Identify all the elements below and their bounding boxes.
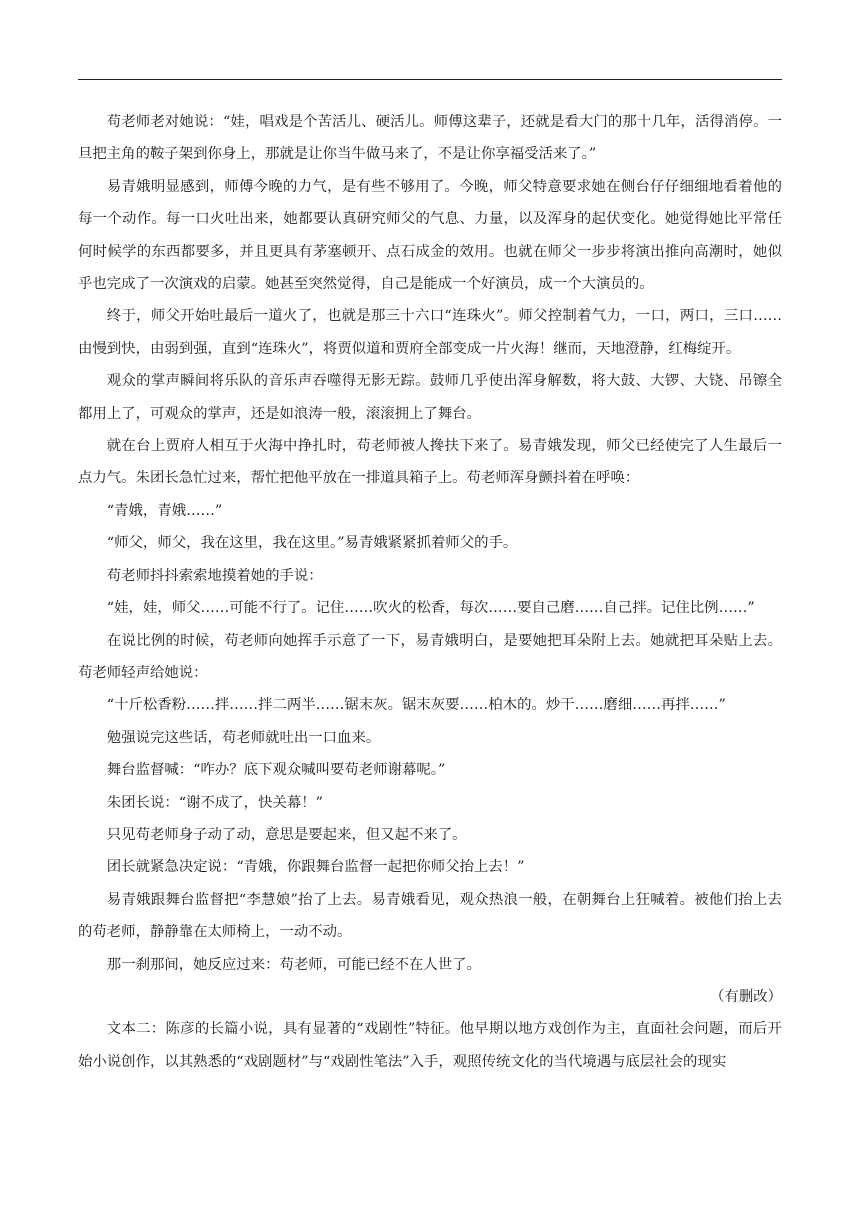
edit-note: （有删改） <box>710 988 782 1005</box>
paragraph: 终于，师父开始吐最后一道火了，也就是那三十六口“连珠火”。师父控制着气力，一口，两口，三口……由慢到快，由弱到强，直到“连珠火”，将贾似道和贾府全部变成一片火海！继而，天地澄静，红梅绽开。 <box>78 308 782 357</box>
paragraph: 就在台上贾府人相互于火海中挣扎时，苟老师被人搀扶下来了。易青娥发现，师父已经使完了人生最后一点力气。朱团长急忙过来，帮忙把他平放在一排道具箱子上。苟老师浑身颤抖着在呼唤： <box>78 438 782 487</box>
paragraph: 易青娥跟舞台监督把“李慧娘”抬了上去。易青娥看见，观众热浪一般，在朝舞台上狂喊着。被他们抬上去的苟老师，静静靠在太师椅上，一动不动。 <box>78 891 782 941</box>
header-rule <box>78 79 782 80</box>
paragraph: 朱团长说：“谢不成了，快关幕！” <box>106 794 323 811</box>
paragraph: 勉强说完这些话，苟老师就吐出一口血来。 <box>106 729 381 746</box>
paragraph: 团长就紧急决定说：“青娥，你跟舞台监督一起把你师父抬上去！” <box>106 859 525 876</box>
paragraph: 观众的掌声瞬间将乐队的音乐声吞噬得无影无踪。鼓师几乎使出浑身解数，将大鼓、大锣、大铙、吊镲全都用上了，可观众的掌声，还是如浪涛一般，滚滚拥上了舞台。 <box>78 373 782 422</box>
paragraph: “师父，师父，我在这里，我在这里。”易青娥紧紧抓着师父的手。 <box>106 535 518 552</box>
paragraph: 苟老师抖抖索索地摸着她的手说： <box>106 567 323 584</box>
paragraph: 在说比例的时候，苟老师向她挥手示意了一下，易青娥明白，是要她把耳朵附上去。她就把耳朵贴上去。苟老师轻声给她说： <box>78 632 782 681</box>
paragraph: 苟老师老对她说：“娃，唱戏是个苦活儿、硬活儿。师傅这辈子，还就是看大门的那十几年，活得消停。一旦把主角的鞍子架到你身上，那就是让你当牛做马来了，不是让你享福受活来了。” <box>78 114 782 163</box>
paragraph: 易青娥明显感到，师傅今晚的力气，是有些不够用了。今晚，师父特意要求她在侧台仔仔细细地看着他的每一个动作。每一口火吐出来，她都要认真研究师父的气息、力量，以及浑身的起伏变化。她觉得她比平常任何时候学的东西都要多，并且更具有茅塞顿开、点石成金的效用。也就在师父一步步将演出推向高潮时，她似乎也完成了一次演戏的启蒙。她甚至突然觉得，自己是能成一个好演员，成一个大演员的。 <box>78 178 782 293</box>
paragraph: 只见苟老师身子动了动，意思是要起来，但又起不来了。 <box>106 826 467 843</box>
paragraph: 舞台监督喊：“咋办？底下观众喊叫要苟老师谢幕呢。” <box>106 762 446 779</box>
paragraph: 那一刹那间，她反应过来：苟老师，可能已经不在人世了。 <box>106 956 481 973</box>
paragraph: “青娥，青娥……” <box>106 502 223 519</box>
text-two-paragraph: 文本二：陈彦的长篇小说，具有显著的“戏剧性”特征。他早期以地方戏创作为主，直面社会问题，而后开始小说创作，以其熟悉的“戏剧题材”与“戏剧性笔法”入手，观照传统文化的当代境遇与底层社会的现实 <box>78 1021 782 1070</box>
paragraph: “娃，娃，师父……可能不行了。记住……吹火的松香，每次……要自己磨……自己拌。记住比例……” <box>106 600 755 617</box>
article-body <box>78 106 782 1078</box>
paragraph: “十斤松香粉……拌……拌二两半……锯末灰。锯末灰要……柏木的。炒干……磨细……再拌……” <box>106 697 726 714</box>
